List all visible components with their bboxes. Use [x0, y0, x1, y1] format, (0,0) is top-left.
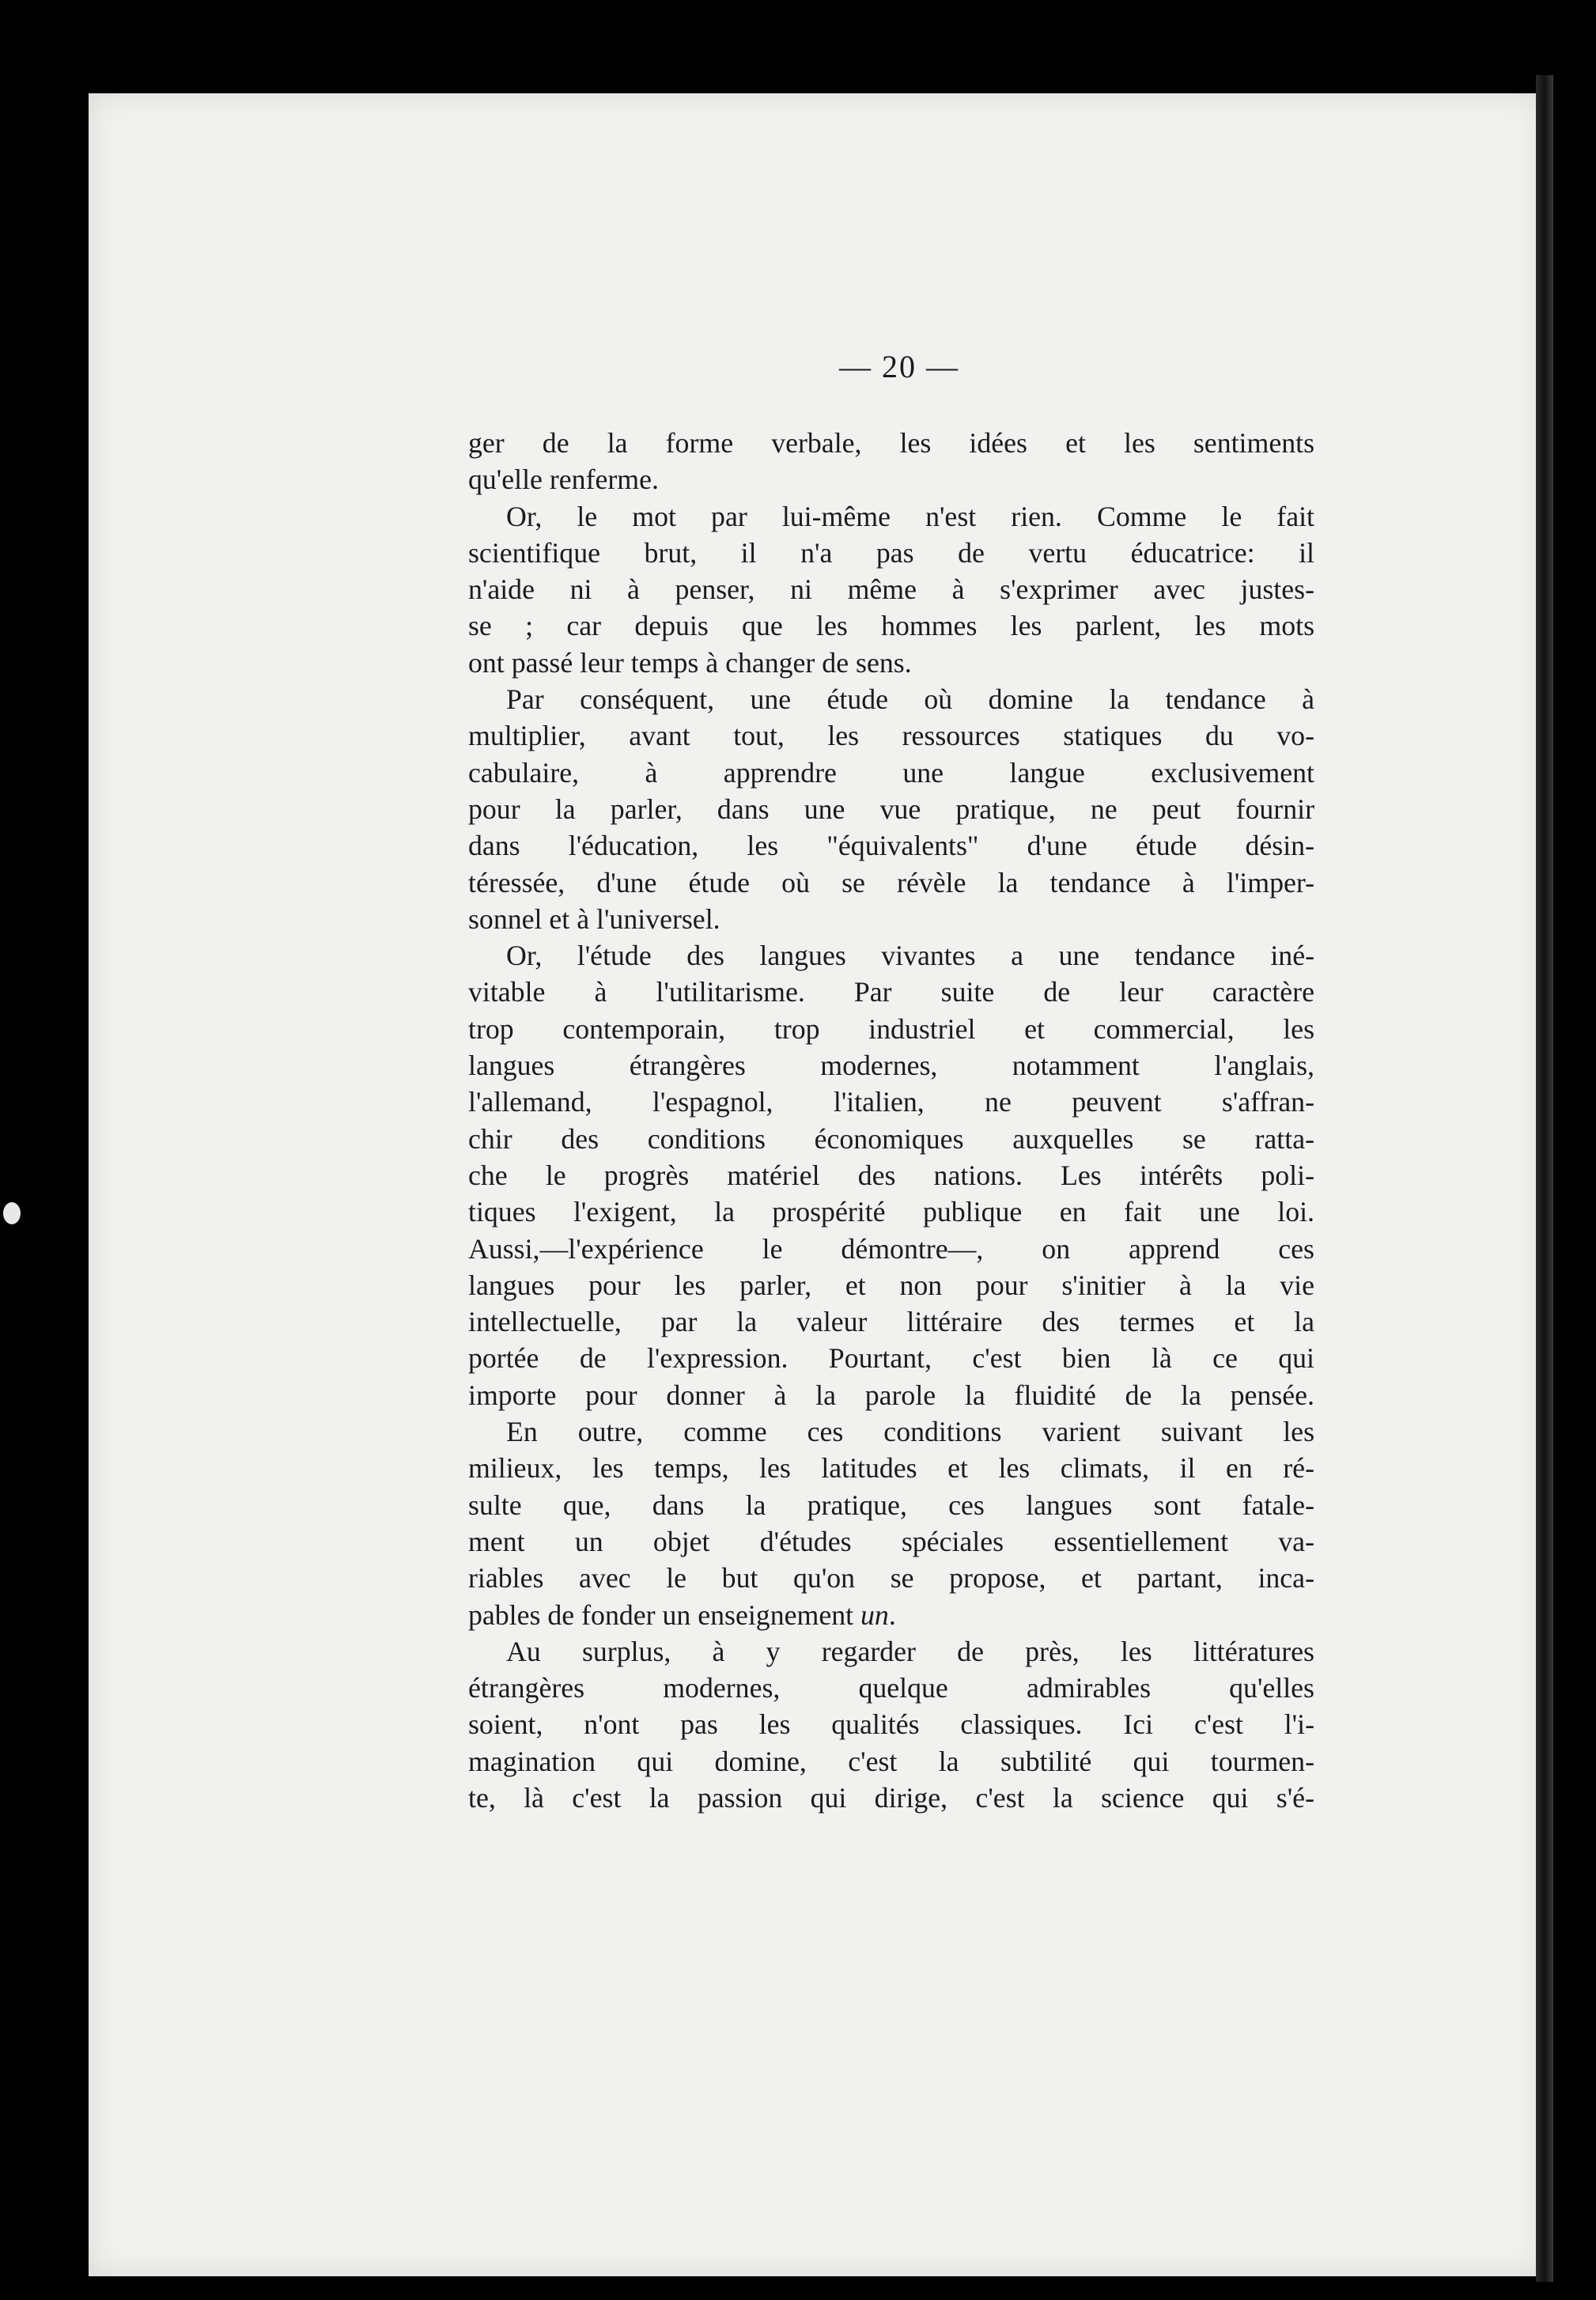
text-fragment: pables de fonder un enseignement [468, 1598, 861, 1631]
text-fragment: . [888, 1598, 896, 1631]
text-line: milieux, les temps, les latitudes et les climats, il en ré- [468, 1452, 1314, 1485]
text-line: sulte que, dans la pratique, ces langues sont fatale- [468, 1489, 1314, 1521]
text-line: Par conséquent, une étude où domine la tendance à [506, 683, 1314, 716]
paragraph [468, 937, 1314, 1413]
text-line: ont passé leur temps à changer de sens. [468, 646, 912, 679]
text-line: tiques l'exigent, la prospérité publique en fait une loi. [468, 1196, 1314, 1228]
text-line: chir des conditions économiques auxquelles se ratta- [468, 1122, 1314, 1155]
text-line: magination qui domine, c'est la subtilité qui tourmen- [468, 1745, 1314, 1777]
text-line: soient, n'ont pas les qualités classiques. Ici c'est l'i- [468, 1708, 1314, 1741]
text-line: te, là c'est la passion qui dirige, c'est la science qui s'é- [468, 1781, 1314, 1814]
page-number: — 20 — [839, 349, 959, 384]
text-line: ger de la forme verbale, les idées et les sentiments [468, 427, 1314, 459]
text-line: l'allemand, l'espagnol, l'italien, ne peuvent s'affran- [468, 1086, 1314, 1118]
text-line: Aussi,—l'expérience le démontre—, on apprend ces [468, 1232, 1314, 1265]
text-line: intellectuelle, par la valeur littéraire des termes et la [468, 1306, 1314, 1338]
text-line: vitable à l'utilitarisme. Par suite de leur caractère [468, 976, 1314, 1008]
page-text [468, 348, 1314, 1816]
text-line [468, 1597, 1314, 1633]
text-line: importe pour donner à la parole la fluidité de la pensée. [468, 1379, 1314, 1411]
text-line: Or, le mot par lui-même n'est rien. Comme le fait [506, 500, 1314, 532]
book-binding [1536, 75, 1553, 2282]
paragraph [468, 425, 1314, 498]
text-line: Au surplus, à y regarder de près, les littératures [506, 1635, 1314, 1667]
text-line: dans l'éducation, les "équivalents" d'une étude désin- [468, 830, 1314, 862]
emphasized-word: un [860, 1598, 889, 1631]
text-line: n'aide ni à penser, ni même à s'exprimer avec justes- [468, 573, 1314, 606]
text-line: étrangères modernes, quelque admirables qu'elles [468, 1672, 1314, 1704]
text-line: riables avec le but qu'on se propose, et partant, inca- [468, 1562, 1314, 1594]
paragraph [468, 681, 1314, 937]
text-line: sonnel et à l'universel. [468, 902, 720, 935]
text-line: En outre, comme ces conditions varient suivant les [506, 1416, 1314, 1448]
text-line: ment un objet d'études spéciales essentiellement va- [468, 1525, 1314, 1557]
text-line: langues pour les parler, et non pour s'initier à la vie [468, 1269, 1314, 1301]
text-line: langues étrangères modernes, notamment l'anglais, [468, 1050, 1314, 1082]
scan-speck [3, 1202, 21, 1224]
text-line: scientifique brut, il n'a pas de vertu éducatrice: il [468, 536, 1314, 569]
paragraph [468, 1413, 1314, 1633]
text-line: Or, l'étude des langues vivantes a une tendance iné- [506, 940, 1314, 972]
text-line: che le progrès matériel des nations. Les intérêts poli- [468, 1159, 1314, 1191]
paragraph [468, 1633, 1314, 1816]
text-line: portée de l'expression. Pourtant, c'est bien là ce qui [468, 1342, 1314, 1375]
text-line: cabulaire, à apprendre une langue exclusivement [468, 756, 1314, 789]
text-line: pour la parler, dans une vue pratique, ne peut fournir [468, 793, 1314, 825]
text-line: qu'elle renferme. [468, 463, 659, 496]
text-line: téressée, d'une étude où se révèle la tendance à l'imper- [468, 866, 1314, 898]
text-line: multiplier, avant tout, les ressources statiques du vo- [468, 720, 1314, 752]
paragraph [468, 498, 1314, 681]
text-line: trop contemporain, trop industriel et commercial, les [468, 1012, 1314, 1045]
text-line: se ; car depuis que les hommes les parlent, les mots [468, 610, 1314, 642]
